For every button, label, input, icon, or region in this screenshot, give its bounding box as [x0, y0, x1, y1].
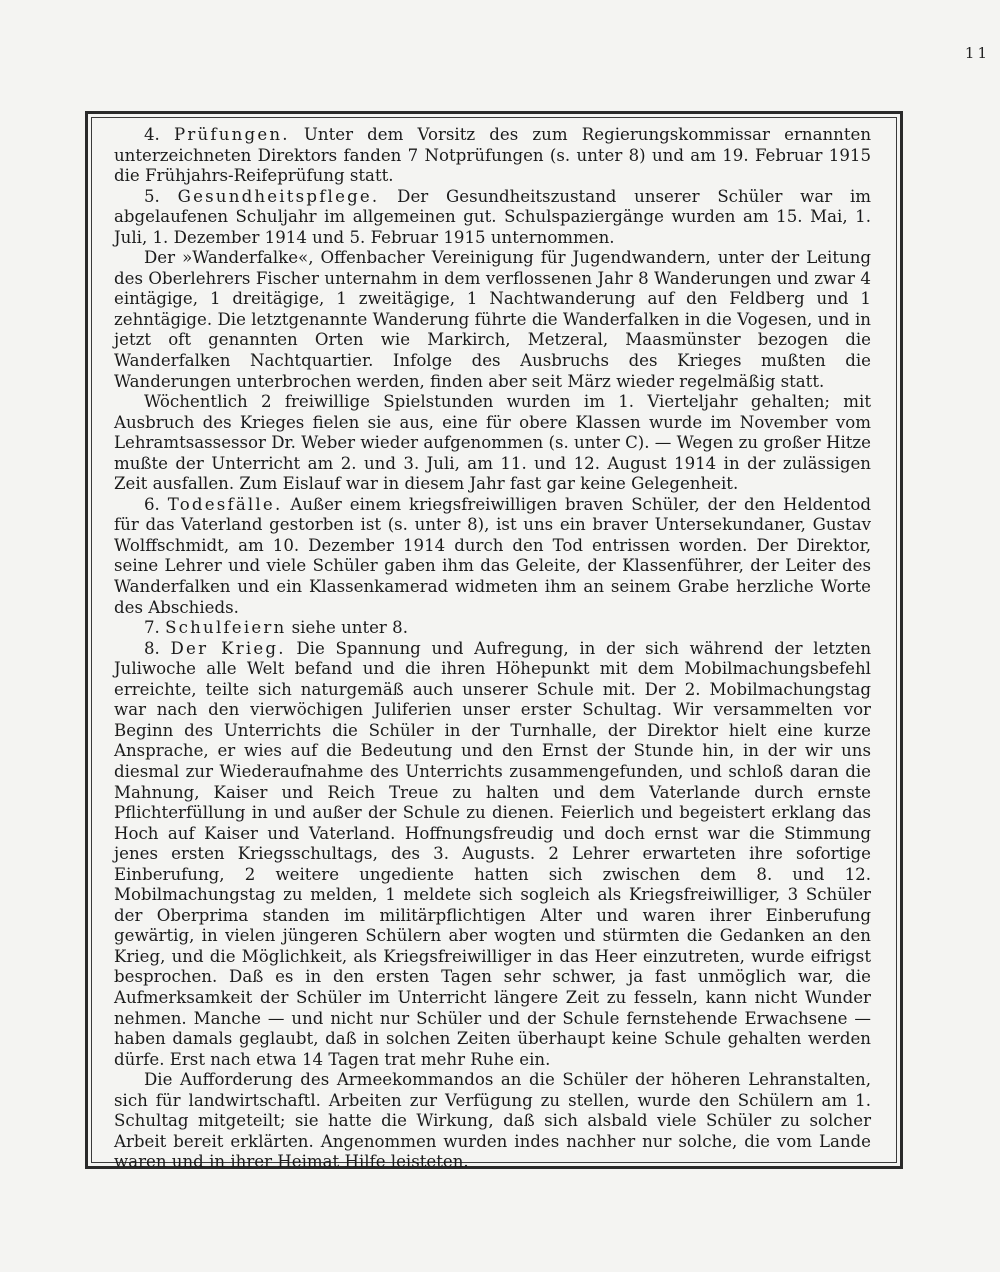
section-number: 5. — [144, 186, 178, 206]
paragraph-todesfaelle — [114, 495, 871, 618]
section-number: 6. — [144, 494, 168, 514]
paragraph-text: Die Spannung und Aufregung, in der sich während der letzten Juliwoche alle Welt befand und die ihren Höhepunkt mit dem Mobilmachungsbefehl erreichte, teilte sich naturgemäß auch unserer Schule mit. Der 2. Mobilmachungstag war nach den vierwöchigen Juliferien unser erster Schultag. Wir versammelten vor Beginn des Unterrichts die Schüler in der Turnhalle, der Direktor hielt eine kurze Ansprache, er wies auf die Bedeutung und den Ernst der Stunde hin, in der wir uns diesmal zur Wiederaufnahme des Unterrichts zusammengefunden, und schloß daran die Mahnung, Kaiser und Reich Treue zu halten und dem Vaterlande durch ernste Pflichterfüllung in und außer der Schule zu dienen. Feierlich und begeistert erklang das Hoch auf Kaiser und Vaterland. Hoffnungsfreudig und doch ernst war die Stimmung jenes ersten Kriegsschultags, des 3. Augusts. 2 Lehrer erwarteten ihre sofortige Einberufung, 2 weitere ungediente hatten sich zwischen dem 8. und 12. Mobilmachungstag zu melden, 1 meldete sich sogleich als Kriegsfreiwilliger, 3 Schüler der Oberprima standen im militärpflichtigen Alter und waren ihrer Einberufung gewärtig, in vielen jüngeren Schülern aber wogten und stürmten die Gedanken an den Krieg, und die Möglichkeit, als Kriegsfreiwilliger in das Heer einzutreten, wurde eifrigst besprochen. Daß es in den ersten Tagen sehr schwer, ja fast unmöglich war, die Aufmerksamkeit der Schüler im Unterricht längere Zeit zu fesseln, kann nicht Wunder nehmen. Manche — und nicht nur Schüler und der Schule fernstehende Erwachsene — haben damals geglaubt, daß in solchen Zeiten überhaupt keine Schule gehalten werden dürfe. Erst nach etwa 14 Tagen trat mehr Ruhe ein. — [114, 638, 871, 1069]
section-heading: Prüfungen. — [174, 125, 290, 144]
paragraph-text: Die Aufforderung des Armeekommandos an die Schüler der höheren Lehranstalten, sich für landwirtschaftl. Arbeiten zur Verfügung zu stellen, wurde den Schülern am 1. Schultag mitgeteilt; sie hatte die Wirkung, daß sich alsbald viele Schüler zu solcher Arbeit bereit erklärten. Angenommen wurden indes nachher nur solche, die vom Lande waren und in ihrer Heimat Hilfe leisteten. — [114, 1070, 871, 1172]
section-number: 7. — [144, 618, 166, 638]
text-frame — [85, 111, 903, 1172]
paragraph-text: Unter dem Vorsitz des zum Regierungskommissar ernannten unterzeichneten Direktors fanden 7 Notprüfungen (s. unter 8) und am 19. Februar 1915 die Frühjahrs-Reifeprüfung statt. — [114, 125, 872, 186]
paragraph-der-krieg — [114, 639, 871, 1070]
body-text — [114, 125, 871, 1173]
section-heading: Gesundheitspflege. — [177, 186, 380, 206]
paragraph-text: Der Gesundheitszustand unserer Schüler war im abgelaufenen Schuljahr im allgemeinen gut. Schulspaziergänge wurden am 15. Mai, 1. Juli, 1. Dezember 1914 und 5. Februar 1915 unternommen. — [114, 186, 872, 247]
page-number: 11 — [964, 44, 990, 62]
section-heading: Der Krieg. — [170, 638, 286, 658]
paragraph-pruefungen — [114, 125, 871, 187]
paragraph-text: Wöchentlich 2 freiwillige Spielstunden wurden im 1. Vierteljahr gehalten; mit Ausbruch des Krieges fielen sie aus, eine für obere Klassen wurde im November vom Lehramtsassessor Dr. Weber wieder aufgenommen (s. unter C). — Wegen zu großer Hitze mußte der Unterricht am 2. und 3. Juli, am 11. und 12. August 1914 in der zulässigen Zeit ausfallen. Zum Eislauf war in diesem Jahr fast gar keine Gelegenheit. — [114, 392, 871, 494]
section-number: 8. — [144, 638, 171, 658]
paragraph-text: Außer einem kriegsfreiwilligen braven Schüler, der den Heldentod für das Vaterland gestorben ist (s. unter 8), ist uns ein braver Untersekundaner, Gustav Wolffschmidt, am 10. Dezember 1914 durch den Tod entrissen worden. Der Direktor, seine Lehrer und viele Schüler gaben ihm das Geleite, der Klassenführer, der Leiter des Wanderfalken und ein Klassenkamerad widmeten ihm an seinem Grabe herzliche Worte des Abschieds. — [114, 494, 871, 617]
paragraph-gesundheitspflege — [114, 187, 871, 249]
section-number: 4. — [144, 125, 175, 144]
paragraph-wanderfalke — [114, 248, 871, 392]
paragraph-armeekommando — [114, 1070, 871, 1173]
paragraph-text: siehe unter 8. — [286, 618, 408, 638]
paragraph-text: Der »Wanderfalke«, Offenbacher Vereinigung für Jugendwandern, unter der Leitung des Oberlehrers Fischer unternahm in dem verflossenen Jahr 8 Wanderungen und zwar 4 eintägige, 1 dreitägige, 1 zweitägige, 1 Nachtwanderung auf den Feldberg und 1 zehntägige. Die letztgenannte Wanderung führte die Wanderfalken in die Vogesen, und in jetzt oft genannten Orten wie Markirch, Metzeral, Maasmünster bezogen die Wanderfalken Nachtquartier. Infolge des Ausbruchs des Krieges mußten die Wanderungen unterbrochen werden, finden aber seit März wieder regelmäßig statt. — [114, 248, 871, 391]
section-heading: Schulfeiern — [165, 618, 287, 638]
paragraph-spielstunden — [114, 392, 871, 495]
paragraph-schulfeiern — [114, 618, 871, 639]
section-heading: Todesfälle. — [167, 494, 283, 514]
